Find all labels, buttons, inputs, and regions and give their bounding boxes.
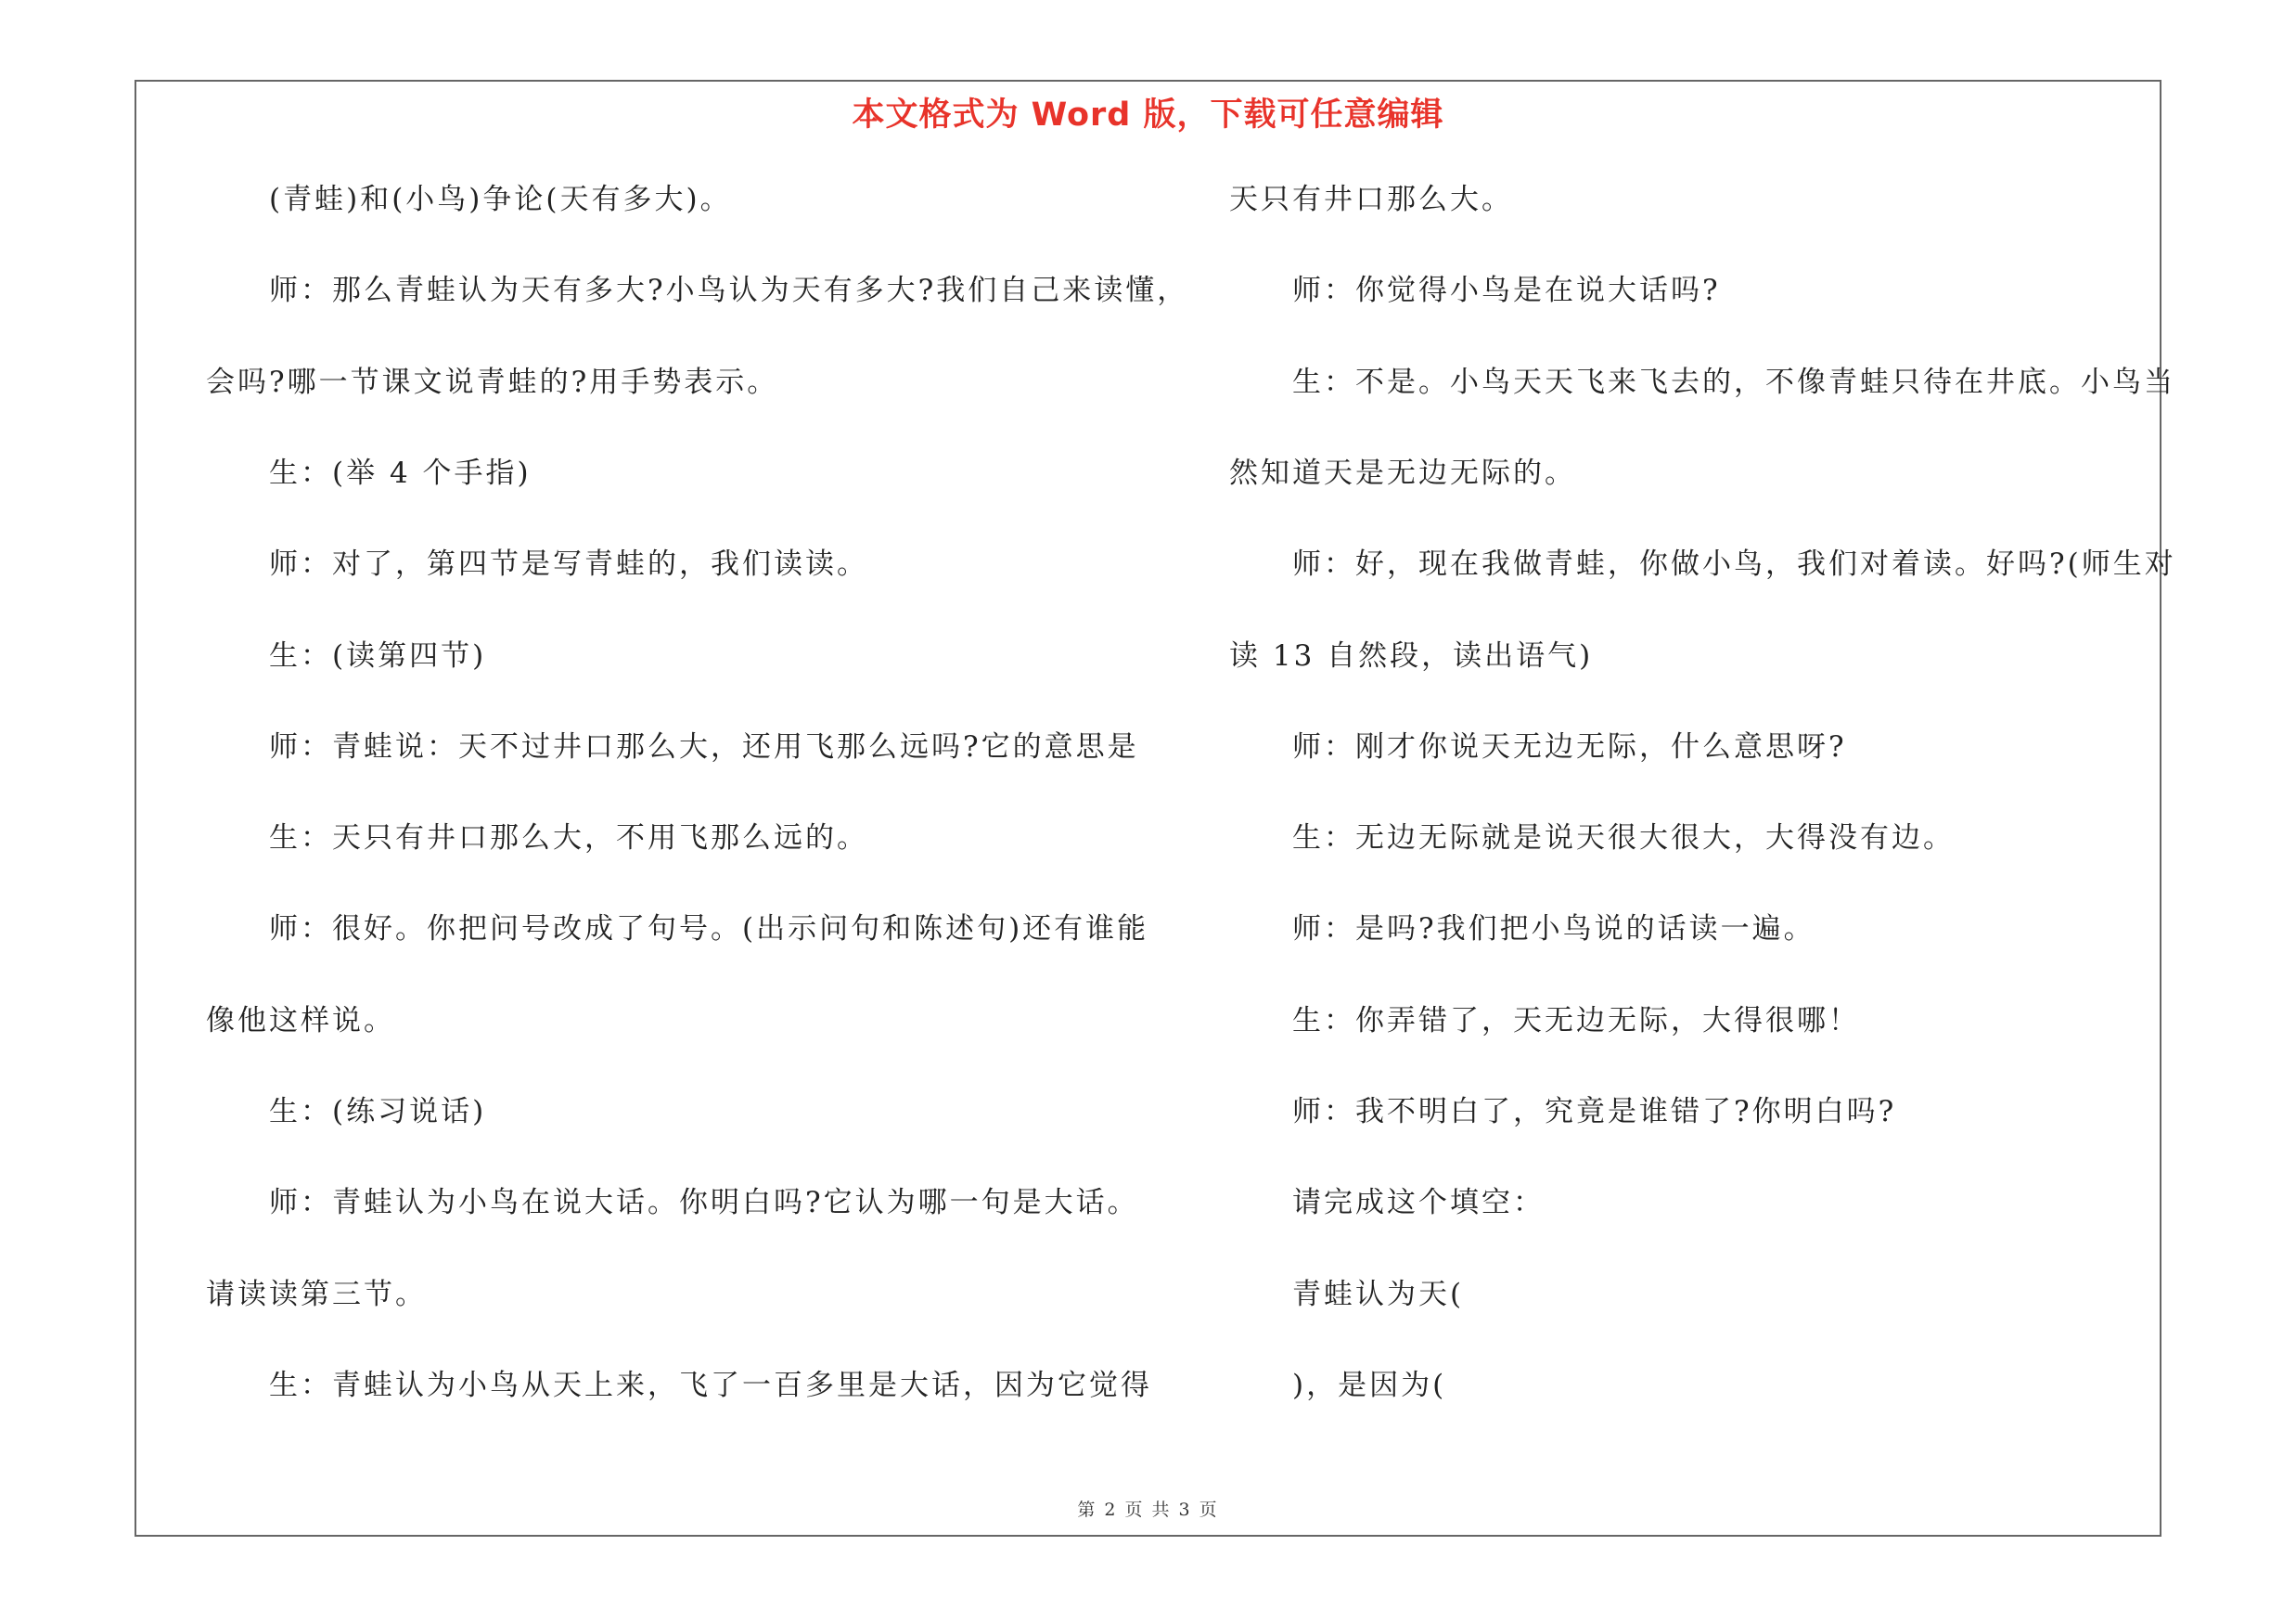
paragraph-line: (青蛙)和(小鸟)争论(天有多大)。 bbox=[269, 183, 732, 216]
page-footer: 第 2 页 共 3 页 bbox=[1077, 1500, 1219, 1520]
paragraph-line: 师：很好。你把问号改成了句号。(出示问句和陈述句)还有谁能 bbox=[269, 912, 1149, 946]
paragraph-line: 师：是吗?我们把小鸟说的话读一遍。 bbox=[1292, 912, 1815, 946]
paragraph-line: 生：无边无际就是说天很大很大，大得没有边。 bbox=[1292, 821, 1955, 855]
paragraph-line: 天只有井口那么大。 bbox=[1229, 183, 1513, 216]
paragraph-line: 请完成这个填空： bbox=[1292, 1186, 1545, 1219]
paragraph-line: 生：(练习说话) bbox=[269, 1095, 487, 1128]
paragraph-line: 师：我不明白了，究竟是谁错了?你明白吗? bbox=[1292, 1095, 1897, 1128]
paragraph-line: 师：青蛙认为小鸟在说大话。你明白吗?它认为哪一句是大话。 bbox=[269, 1186, 1139, 1219]
paragraph-line: 生：青蛙认为小鸟从天上来，飞了一百多里是大话，因为它觉得 bbox=[269, 1369, 1152, 1402]
paragraph-line: 师：你觉得小鸟是在说大话吗? bbox=[1292, 274, 1721, 307]
page-banner: 本文格式为 Word 版，下载可任意编辑 bbox=[852, 97, 1444, 134]
paragraph-line: 像他这样说。 bbox=[206, 1004, 395, 1037]
paragraph-line: 生：你弄错了，天无边无际，大得很哪！ bbox=[1292, 1004, 1860, 1037]
paragraph-line: )，是因为( bbox=[1292, 1369, 1447, 1402]
paragraph-line: 生：(读第四节) bbox=[269, 639, 487, 673]
paragraph-line: 师：那么青蛙认为天有多大?小鸟认为天有多大?我们自己来读懂， bbox=[269, 274, 1189, 307]
paragraph-line: 青蛙认为天( bbox=[1292, 1278, 1465, 1311]
paragraph-line: 生：(举 4 个手指) bbox=[269, 457, 532, 490]
paragraph-line: 师：好，现在我做青蛙，你做小鸟，我们对着读。好吗?(师生对 bbox=[1292, 547, 2176, 581]
paragraph-line: 请读读第三节。 bbox=[206, 1278, 427, 1311]
paragraph-line: 会吗?哪一节课文说青蛙的?用手势表示。 bbox=[206, 366, 779, 399]
paragraph-line: 师：刚才你说天无边无际，什么意思呀? bbox=[1292, 730, 1847, 764]
paragraph-line: 师：对了，第四节是写青蛙的，我们读读。 bbox=[269, 547, 868, 581]
paragraph-line: 读 13 自然段，读出语气) bbox=[1229, 639, 1594, 673]
paragraph-line: 然知道天是无边无际的。 bbox=[1229, 457, 1576, 490]
paragraph-line: 生：不是。小鸟天天飞来飞去的，不像青蛙只待在井底。小鸟当 bbox=[1292, 366, 2175, 399]
paragraph-line: 生：天只有井口那么大，不用飞那么远的。 bbox=[269, 821, 868, 855]
paragraph-line: 师：青蛙说：天不过井口那么大，还用飞那么远吗?它的意思是 bbox=[269, 730, 1139, 764]
